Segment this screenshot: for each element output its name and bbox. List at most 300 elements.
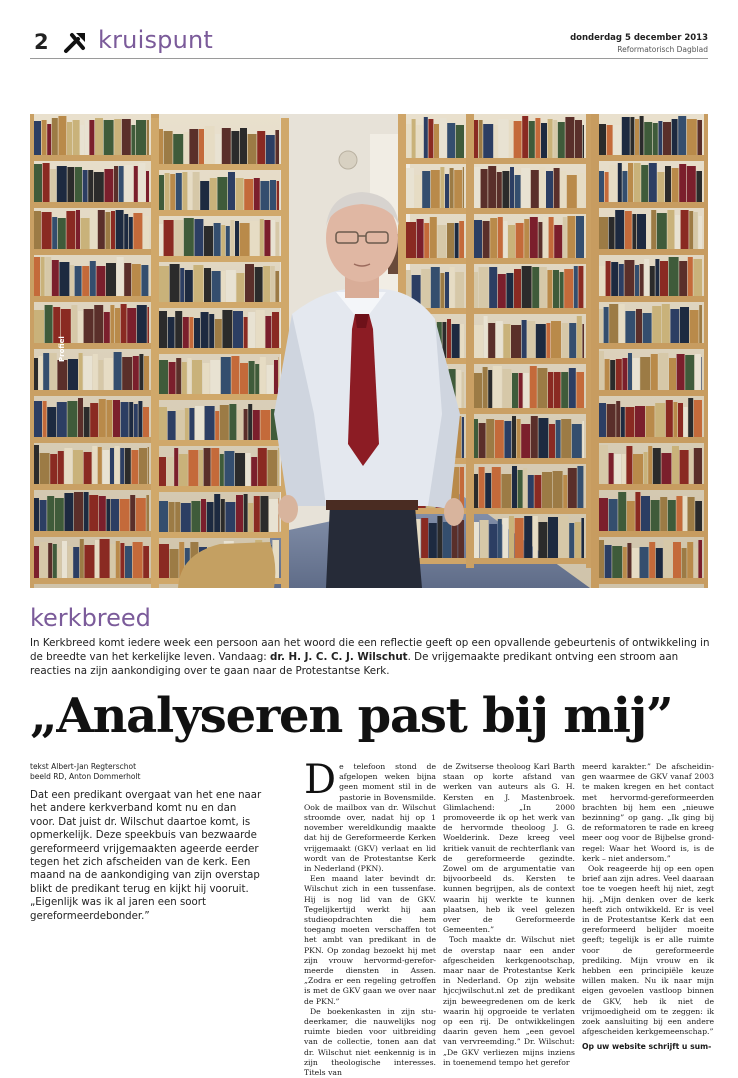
book <box>138 163 145 202</box>
shelf-plank <box>466 208 594 214</box>
book <box>248 134 257 164</box>
book <box>683 496 687 531</box>
book <box>185 270 193 302</box>
book <box>204 448 211 486</box>
book <box>255 267 263 302</box>
book <box>176 358 181 394</box>
book <box>57 360 67 390</box>
intro-text-end: . De vrijgemaakte predikant ontving een stroom aan reacties na zijn aankondiging over te gaan naar de Protestantse Kerk. <box>30 651 678 677</box>
book <box>474 419 478 458</box>
book <box>622 171 627 202</box>
book <box>47 124 51 155</box>
book <box>84 492 89 531</box>
book <box>52 118 58 155</box>
book <box>99 496 106 531</box>
book <box>125 448 131 484</box>
book-spine-label: Profiel <box>58 336 66 362</box>
book <box>447 319 451 358</box>
book <box>485 473 491 508</box>
book <box>450 267 455 308</box>
book <box>253 410 260 440</box>
book <box>538 522 547 558</box>
book <box>440 273 444 308</box>
book <box>164 131 173 164</box>
book <box>139 354 143 390</box>
body-paragraph: De boekenkasten in zijn studeerkamer, die nauwelijks nog ruimte bieden voor uitbreiding van de collectie, tonen aan dat dr. Wilschut niet eenkennig is in zijn theologische interesses. Titels van <box>304 1007 436 1078</box>
book <box>116 541 120 578</box>
book <box>34 121 41 155</box>
book <box>599 403 606 437</box>
book <box>455 272 464 308</box>
book <box>141 265 148 296</box>
book <box>80 125 84 155</box>
book <box>105 212 110 249</box>
shelf-plank <box>151 440 289 446</box>
interview-question: Op uw website schrijft u sum- <box>582 1042 714 1052</box>
book <box>181 503 191 532</box>
book <box>179 454 188 486</box>
book <box>121 304 127 343</box>
book <box>582 421 584 458</box>
book <box>687 119 697 155</box>
book <box>114 352 122 390</box>
book <box>503 324 510 358</box>
book <box>495 420 504 458</box>
book <box>565 117 574 158</box>
book <box>431 267 440 308</box>
shelf-plank <box>591 155 708 161</box>
shelf-upright <box>466 114 474 568</box>
book <box>220 454 224 486</box>
book <box>606 261 611 296</box>
shelf-plank <box>398 208 474 214</box>
book <box>417 219 424 258</box>
book <box>249 361 255 394</box>
book <box>138 401 142 437</box>
book <box>75 167 82 202</box>
book <box>416 125 423 158</box>
book <box>43 163 50 202</box>
book <box>694 448 702 484</box>
book <box>675 215 680 249</box>
book <box>535 118 540 158</box>
book <box>524 516 532 558</box>
book <box>488 370 492 408</box>
book <box>79 353 83 390</box>
book <box>556 420 561 458</box>
book <box>210 360 220 394</box>
book <box>568 468 577 508</box>
book <box>176 173 182 210</box>
book <box>67 167 74 202</box>
book <box>517 419 521 458</box>
book <box>187 358 191 394</box>
book <box>619 264 624 296</box>
book <box>479 267 489 308</box>
book <box>669 358 676 390</box>
book <box>40 453 50 484</box>
book <box>130 495 135 531</box>
book <box>456 370 461 408</box>
book <box>188 450 198 486</box>
book <box>222 310 232 348</box>
book <box>248 312 255 348</box>
book <box>174 220 183 256</box>
book <box>577 466 583 508</box>
book <box>522 116 528 158</box>
book <box>50 353 57 390</box>
book <box>447 223 454 258</box>
book <box>554 372 561 408</box>
book <box>458 520 464 558</box>
book <box>148 447 149 484</box>
book <box>203 363 210 394</box>
book <box>621 407 625 437</box>
book <box>649 163 657 202</box>
book <box>548 517 558 558</box>
book <box>133 356 139 390</box>
book <box>521 424 530 458</box>
book <box>180 268 184 302</box>
book <box>267 450 277 486</box>
book <box>260 181 269 210</box>
book <box>94 305 103 343</box>
book <box>210 178 217 210</box>
book <box>609 453 614 484</box>
book <box>460 324 464 358</box>
book <box>244 409 248 440</box>
book <box>165 173 170 210</box>
book <box>99 399 106 437</box>
book <box>443 522 451 558</box>
book <box>421 269 430 308</box>
book <box>195 406 204 440</box>
book <box>613 125 621 155</box>
book <box>245 264 254 302</box>
book <box>143 546 149 578</box>
book <box>456 125 464 158</box>
newspaper-name: Reformatorisch Dagblad <box>617 45 708 54</box>
book <box>428 119 433 158</box>
book <box>406 124 411 158</box>
shelf-upright <box>704 114 708 588</box>
book <box>687 166 696 202</box>
book <box>474 373 482 408</box>
book <box>609 304 618 343</box>
header-divider <box>30 58 708 59</box>
book <box>698 216 702 249</box>
book <box>266 135 275 164</box>
book <box>169 362 176 394</box>
book <box>230 220 234 256</box>
book <box>41 257 45 296</box>
book <box>635 119 639 155</box>
book <box>45 305 53 343</box>
book <box>488 323 495 358</box>
book <box>548 372 553 408</box>
body-paragraph: e telefoon stond de afgelopen weken bijna geen moment stil in de pastorie in Bovensmilde. Ook de mailbox van dr. Wilschut stroomde over, nadat hij op 1 november wereldkundig maakte dat hij de Gereformeerde Kerken vrijgemaakt (GKV) verlaat en lid wordt van de Protestantse Kerk in Nederland (PKN). <box>304 762 436 874</box>
book <box>170 549 179 578</box>
article-headline: „Analyseren past bij mij” <box>30 688 710 744</box>
book <box>549 217 554 258</box>
book <box>666 400 673 437</box>
book <box>695 501 702 531</box>
book <box>531 170 539 208</box>
book <box>276 222 279 256</box>
book <box>510 167 514 208</box>
book <box>125 546 132 578</box>
book <box>607 404 616 437</box>
book <box>479 423 486 458</box>
book <box>599 171 604 202</box>
book <box>42 120 47 155</box>
book <box>534 475 541 508</box>
book <box>539 167 545 208</box>
book <box>616 359 622 390</box>
book <box>658 353 668 390</box>
book <box>58 451 64 484</box>
book <box>627 543 631 578</box>
book <box>653 448 661 484</box>
book <box>667 210 674 249</box>
book <box>67 122 72 155</box>
book <box>159 311 167 348</box>
book <box>625 407 634 437</box>
book <box>124 263 131 296</box>
book <box>604 307 609 343</box>
book <box>120 543 124 578</box>
book <box>250 221 259 256</box>
book <box>222 128 231 164</box>
book <box>479 467 485 508</box>
book <box>523 373 529 408</box>
book <box>635 406 645 437</box>
book <box>76 210 80 249</box>
book <box>577 316 582 358</box>
book <box>106 499 110 531</box>
book <box>688 398 693 437</box>
book <box>662 304 670 343</box>
book <box>538 222 542 258</box>
book <box>538 418 548 458</box>
book <box>663 540 672 578</box>
shelf-plank <box>591 390 708 396</box>
book <box>632 548 639 578</box>
book <box>649 542 655 578</box>
book <box>244 179 253 210</box>
book <box>688 497 695 531</box>
book <box>231 356 239 394</box>
book <box>146 171 149 202</box>
book <box>139 448 147 484</box>
book <box>575 522 581 558</box>
shelf-plank <box>466 158 594 164</box>
book <box>511 325 521 358</box>
shelf-plank <box>30 296 159 302</box>
book <box>75 266 82 296</box>
book <box>406 222 416 258</box>
book <box>514 121 522 158</box>
book <box>215 411 219 440</box>
book <box>582 324 584 358</box>
book <box>430 217 437 258</box>
shelf-plank <box>151 348 289 354</box>
book <box>159 501 168 532</box>
book <box>693 259 702 296</box>
book <box>88 170 93 202</box>
book <box>115 446 120 484</box>
book <box>106 263 116 296</box>
book <box>490 218 497 258</box>
book <box>440 118 447 158</box>
book <box>669 257 679 296</box>
book <box>73 450 83 484</box>
book <box>214 223 221 256</box>
book <box>47 496 54 531</box>
book <box>59 262 69 296</box>
book <box>599 445 608 484</box>
book <box>164 220 174 256</box>
book <box>648 446 652 484</box>
shelf-plank <box>151 210 289 216</box>
book <box>57 166 67 202</box>
book <box>134 404 138 437</box>
book <box>271 266 275 302</box>
book <box>260 410 270 440</box>
book <box>474 120 478 158</box>
book <box>523 468 527 508</box>
book <box>225 502 235 532</box>
book <box>498 119 508 158</box>
book <box>52 217 57 249</box>
book <box>199 129 204 164</box>
book <box>229 404 236 440</box>
book <box>646 406 655 437</box>
book <box>124 165 133 202</box>
book <box>498 274 506 308</box>
book <box>605 545 612 578</box>
book <box>528 475 534 508</box>
book <box>159 360 168 394</box>
book <box>509 516 514 558</box>
shelf-plank <box>591 343 708 349</box>
book <box>34 310 44 343</box>
book <box>474 220 482 258</box>
book <box>159 544 169 578</box>
book <box>634 163 641 202</box>
book <box>211 448 219 486</box>
book <box>124 214 128 249</box>
book <box>665 166 671 202</box>
book <box>498 519 502 558</box>
book <box>50 454 57 484</box>
book <box>561 372 568 408</box>
book <box>275 130 279 164</box>
book <box>672 446 679 484</box>
book <box>541 123 547 158</box>
book <box>516 223 524 258</box>
book <box>618 163 622 202</box>
book <box>98 210 105 249</box>
book <box>635 265 639 296</box>
book <box>655 403 665 437</box>
shelf-plank <box>151 302 289 308</box>
book <box>474 272 478 308</box>
book <box>170 264 180 302</box>
book <box>244 494 248 532</box>
book <box>221 225 225 256</box>
book <box>84 407 90 437</box>
book <box>182 362 187 394</box>
book <box>656 548 663 578</box>
book <box>630 117 634 155</box>
book <box>110 544 115 578</box>
book <box>34 445 39 484</box>
book <box>159 175 164 210</box>
book <box>266 365 273 394</box>
shelf-plank <box>151 486 289 492</box>
book <box>599 351 604 390</box>
book <box>489 524 497 558</box>
body-paragraph: Ook reageerde hij op een open brief aan zijn adres. Veel daaraan toe te voegen heeft hij niet, zegt hij. „Mijn denken over de kerk heeft zich ontwikkeld. Er is veel in de Protestantse Kerk dat een gereformeerd belijder moeite geeft; tegelijk is er alle ruimte voor de gereformeerde prediking. Mijn vrouw en ik hebben een principiële keuze willen maken. Nu ik naar mijn eigen gevoelen vastloop binnen de GKV, heb ik niet de vrijmoedigheid om te zeggen: ik zoek aansluiting bij een andere afgescheiden kerkgemeenschap.” <box>582 864 714 1037</box>
book <box>168 411 176 440</box>
book <box>94 172 104 202</box>
book <box>168 317 175 348</box>
book <box>622 358 627 390</box>
book <box>661 453 671 484</box>
book <box>650 266 655 296</box>
book <box>437 225 446 258</box>
book <box>481 169 488 208</box>
book <box>64 448 72 484</box>
book <box>486 419 494 458</box>
book <box>684 407 688 437</box>
author-credit: tekst Albert-Jan Regterschot <box>30 762 265 772</box>
book <box>236 495 243 532</box>
book <box>501 474 511 508</box>
book <box>50 169 56 202</box>
book <box>583 125 584 158</box>
book <box>119 166 124 202</box>
book <box>264 220 270 256</box>
book <box>553 471 563 508</box>
book <box>680 307 689 343</box>
shelf-plank <box>30 343 159 349</box>
book <box>57 548 61 578</box>
book <box>175 311 182 348</box>
book <box>618 492 626 531</box>
book <box>440 167 444 208</box>
book <box>147 307 149 343</box>
book <box>624 260 634 296</box>
book <box>185 408 189 440</box>
book <box>226 270 236 302</box>
book <box>146 495 149 531</box>
book <box>192 360 202 394</box>
book <box>201 312 209 348</box>
book <box>182 172 187 210</box>
book <box>34 401 42 437</box>
book <box>493 366 502 408</box>
book <box>269 499 278 532</box>
book <box>204 268 211 302</box>
book <box>226 226 230 256</box>
book <box>52 260 59 296</box>
book <box>169 502 175 532</box>
book <box>521 168 530 208</box>
book <box>113 400 120 437</box>
book <box>657 213 667 249</box>
